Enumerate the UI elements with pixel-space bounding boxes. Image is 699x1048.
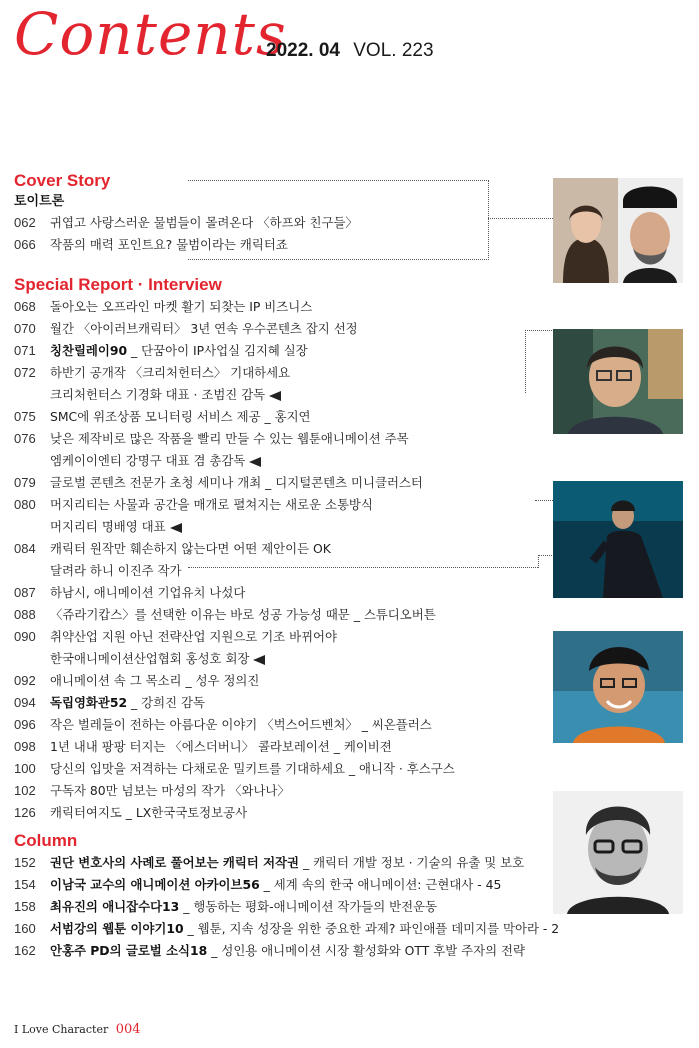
section-heading-special-report: Special Report · Interview [14, 275, 222, 294]
issue-info [266, 40, 434, 62]
arrow-left-icon [269, 391, 281, 401]
toc-item-continuation: 머지리티 명배영 대표 [50, 518, 182, 536]
page-number: 004 [115, 1022, 141, 1037]
issue-volume: VOL. 223 [353, 40, 434, 61]
toc-item[interactable]: 068 돌아오는 오프라인 마켓 활기 되찾는 IP 비즈니스 [14, 299, 313, 314]
toc-item[interactable]: 079 글로벌 콘텐츠 전문가 초청 세미나 개최 _ 디지털콘텐츠 미니클러스터 [14, 475, 423, 490]
toc-item[interactable]: 158 최유진의 애니잡수다13 _ 행동하는 평화-애니메이션 작가들의 반전운동 [14, 899, 438, 914]
arrow-left-icon [170, 523, 182, 533]
toc-item[interactable]: 096 작은 벌레들이 전하는 아름다운 이야기 〈벅스어드벤처〉 _ 씨온플러스 [14, 717, 432, 732]
toc-item[interactable]: 062 귀엽고 사랑스러운 물범들이 몰려온다 〈하프와 친구들〉 [14, 215, 358, 230]
toc-item-continuation: 한국애니메이션산업협회 홍성호 회장 [50, 650, 265, 668]
dotted-connector [525, 330, 554, 393]
dotted-connector [535, 500, 553, 501]
toc-item[interactable]: 090 취약산업 지원 아닌 전략산업 지원으로 기조 바뀌어야 [14, 629, 337, 644]
toc-item[interactable]: 162 안홍주 PD의 글로벌 소식18 _ 성인용 애니메이션 시장 활성화와 OTT 후발 주자의 전략 [14, 943, 525, 958]
toc-item[interactable]: 070 월간 〈아이러브캐릭터〉 3년 연속 우수콘텐츠 잡지 선정 [14, 321, 358, 336]
arrow-left-icon [253, 655, 265, 665]
section-heading-cover-story: Cover Story [14, 171, 111, 190]
photo-interview-3 [553, 481, 683, 598]
section-heading-column: Column [14, 831, 78, 850]
magazine-name: I Love Character [14, 1023, 109, 1036]
toc-item[interactable]: 102 구독자 80만 넘보는 마성의 작가 〈와나나〉 [14, 783, 290, 798]
toc-item[interactable]: 066 작품의 매력 포인트요? 물범이라는 캐릭터죠 [14, 237, 288, 252]
toc-item[interactable]: 088 〈쥬라기캅스〉를 선택한 이유는 바로 성공 가능성 때문 _ 스튜디오버튼 [14, 607, 436, 622]
photo-interview-2 [553, 329, 683, 434]
toc-item[interactable]: 100 당신의 입맛을 저격하는 다채로운 밀키트를 기대하세요 _ 애니작 · 후스구스 [14, 761, 455, 776]
toc-item[interactable]: 154 이남국 교수의 애니메이션 아카이브56 _ 세계 속의 한국 애니메이션: 근현대사 - 45 [14, 877, 502, 892]
toc-item-continuation: 크리처헌터스 기경화 대표 · 조범진 감독 [50, 386, 281, 404]
toc-item-continuation: 엠케이이엔티 강명구 대표 겸 총감독 [50, 452, 261, 470]
arrow-left-icon [249, 457, 261, 467]
photo-cover-story [553, 178, 683, 283]
toc-item[interactable]: 152 권단 변호사의 사례로 풀어보는 캐릭터 저작권 _ 캐릭터 개발 정보 · 기술의 유출 및 보호 [14, 855, 525, 870]
toc-item[interactable]: 080 머지리티는 사물과 공간을 매개로 펼쳐지는 새로운 소통방식 [14, 497, 373, 512]
toc-item-continuation: 달려라 하니 이진주 작가 [50, 563, 182, 578]
toc-item[interactable]: 098 1년 내내 팡팡 터지는 〈에스더버니〉 콜라보레이션 _ 케이비젼 [14, 739, 392, 754]
page-footer [14, 1022, 141, 1037]
toc-item[interactable]: 076 낮은 제작비로 많은 작품을 빨리 만들 수 있는 웹툰애니메이션 주목 [14, 431, 409, 446]
dotted-connector [188, 180, 489, 260]
toc-item[interactable]: 075 SMC에 위조상품 모니터링 서비스 제공 _ 홍지연 [14, 409, 311, 424]
toc-item[interactable]: 160 서범강의 웹툰 이야기10 _ 웹툰, 지속 성장을 위한 중요한 과제? 파인애플 데미지를 막아라 - 2 [14, 921, 560, 936]
toc-item[interactable]: 087 하남시, 애니메이션 기업유치 나섰다 [14, 585, 246, 600]
dotted-connector [488, 218, 553, 219]
toc-item[interactable]: 072 하반기 공개작 〈크리처헌터스〉 기대하세요 [14, 365, 291, 380]
toc-item[interactable]: 126 캐릭터여지도 _ LX한국국토정보공사 [14, 805, 248, 820]
dotted-connector [188, 567, 538, 568]
toc-item[interactable]: 084 캐릭터 원작만 훼손하지 않는다면 어떤 제안이든 OK [14, 541, 331, 556]
photo-interview-4 [553, 631, 683, 743]
toc-item[interactable]: 094 독립영화관52 _ 강희진 감독 [14, 695, 205, 710]
cover-subtitle: 토이트론 [14, 194, 65, 209]
page-title: Contents [14, 0, 287, 68]
photo-column [553, 791, 683, 914]
issue-date: 2022. 04 [266, 40, 340, 61]
dotted-connector [538, 555, 554, 568]
toc-item[interactable]: 071 칭찬릴레이90 _ 단꿈아이 IP사업실 김지혜 실장 [14, 343, 308, 358]
toc-item[interactable]: 092 애니메이션 속 그 목소리 _ 성우 정의진 [14, 673, 260, 688]
